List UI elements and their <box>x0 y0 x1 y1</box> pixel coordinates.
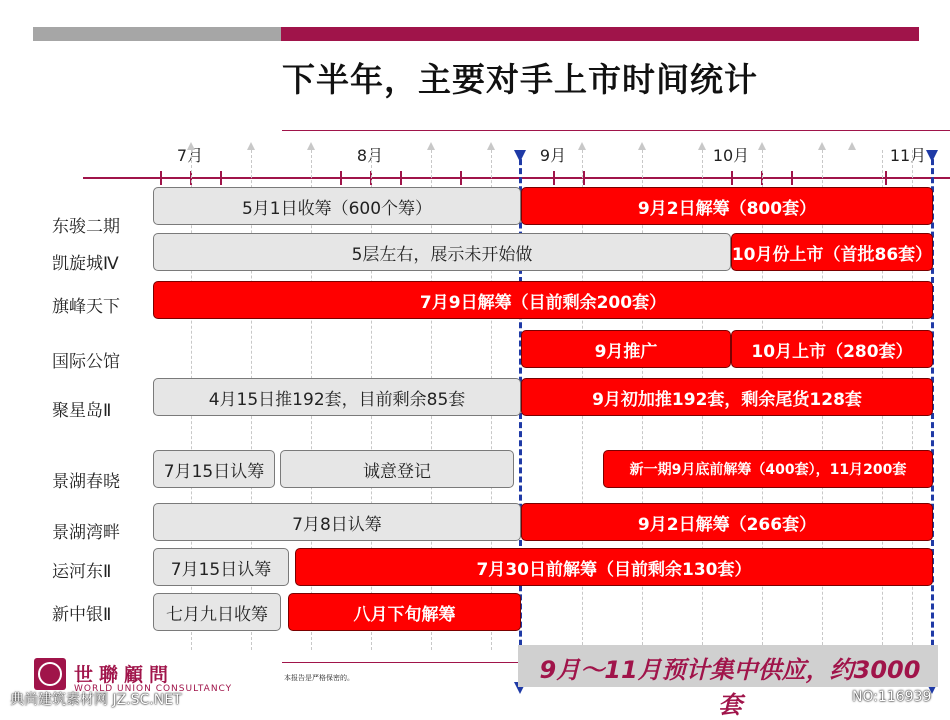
month-label-sep: 9月 <box>539 146 567 165</box>
watermark-id: NO:116939 <box>852 689 932 705</box>
project-label-juxingdao: 聚星岛Ⅱ <box>52 401 112 421</box>
timeline-bar: 10月上市（280套） <box>731 330 933 368</box>
timeline-bar: 7月15日认筹 <box>153 450 275 488</box>
timeline-bar: 新一期9月底前解筹（400套），11月200套 <box>603 450 933 488</box>
arrow-down-icon <box>514 150 526 162</box>
project-label-jinghu-wanpan: 景湖湾畔 <box>52 523 120 543</box>
confidential-note: 本报告是严格保密的。 <box>284 674 354 682</box>
axis-tick <box>400 171 402 185</box>
axis-tick <box>885 171 887 185</box>
timeline-bar: 八月下旬解筹 <box>288 593 521 631</box>
top-bar-accent <box>281 27 919 41</box>
timeline-bar: 4月15日推192套，目前剩余85套 <box>153 378 521 416</box>
timeline-bar: 7月9日解筹（目前剩余200套） <box>153 281 933 319</box>
grid-arrow-up <box>758 142 766 150</box>
axis-tick <box>731 171 733 185</box>
month-label-jul: 7月 <box>176 146 204 165</box>
grid-arrow-up <box>427 142 435 150</box>
project-label-guoji: 国际公馆 <box>52 352 120 372</box>
timeline-bar: 9月初加推192套，剩余尾货128套 <box>521 378 933 416</box>
watermark-site: 典尚建筑素材网 JZ.SC.NET <box>10 692 182 708</box>
project-label-jinghu-chunxiao: 景湖春晓 <box>52 472 120 492</box>
grid-arrow-up <box>487 142 495 150</box>
month-label-oct: 10月 <box>712 146 750 165</box>
timeline-bar: 七月九日收筹 <box>153 593 281 631</box>
top-bar-gray <box>33 27 281 41</box>
axis-tick <box>220 171 222 185</box>
grid-arrow-up <box>578 142 586 150</box>
month-label-nov: 11月 <box>889 146 927 165</box>
month-label-aug: 8月 <box>356 146 384 165</box>
summary-text: 9月～11月预计集中供应，约3000套 <box>539 656 921 719</box>
timeline-bar: 诚意登记 <box>280 450 514 488</box>
page-title: 下半年，主要对手上市时间统计 <box>282 60 758 99</box>
project-label-qifeng: 旗峰天下 <box>52 297 120 317</box>
axis-tick <box>460 171 462 185</box>
timeline-bar: 7月8日认筹 <box>153 503 521 541</box>
axis-tick <box>583 171 585 185</box>
axis-tick <box>160 171 162 185</box>
project-label-xinzhongyin: 新中银Ⅱ <box>52 605 112 625</box>
grid-arrow-up <box>818 142 826 150</box>
logo-emblem-icon <box>38 662 62 686</box>
project-label-dongjun: 东骏二期 <box>52 217 120 237</box>
grid-arrow-up <box>187 142 195 150</box>
axis-tick <box>791 171 793 185</box>
grid-arrow-up <box>307 142 315 150</box>
november-marker-line <box>931 150 934 682</box>
timeline-bar: 5层左右，展示未开始做 <box>153 233 731 271</box>
grid-arrow-up <box>848 142 856 150</box>
project-label-yunhedong: 运河东Ⅱ <box>52 562 112 582</box>
timeline-bar: 9月推广 <box>521 330 731 368</box>
timeline-bar: 10月份上市（首批86套） <box>731 233 933 271</box>
timeline-axis <box>83 177 950 179</box>
grid-arrow-up <box>638 142 646 150</box>
grid-arrow-up <box>247 142 255 150</box>
arrow-down-icon <box>926 150 938 162</box>
title-rule <box>282 130 950 131</box>
axis-tick <box>553 171 555 185</box>
timeline-bar: 7月30日前解筹（目前剩余130套） <box>295 548 933 586</box>
timeline-bar: 7月15日认筹 <box>153 548 289 586</box>
axis-tick <box>340 171 342 185</box>
timeline-bar: 5月1日收筹（600个筹） <box>153 187 521 225</box>
company-name-en: WORLD UNION CONSULTANCY <box>74 684 233 694</box>
timeline-bar: 9月2日解筹（266套） <box>521 503 933 541</box>
footer-rule <box>282 662 518 663</box>
timeline-bar: 9月2日解筹（800套） <box>521 187 933 225</box>
company-name-cn: 世聯顧問 <box>74 664 175 686</box>
project-label-kaixuancheng: 凯旋城Ⅳ <box>52 254 119 274</box>
grid-arrow-up <box>698 142 706 150</box>
